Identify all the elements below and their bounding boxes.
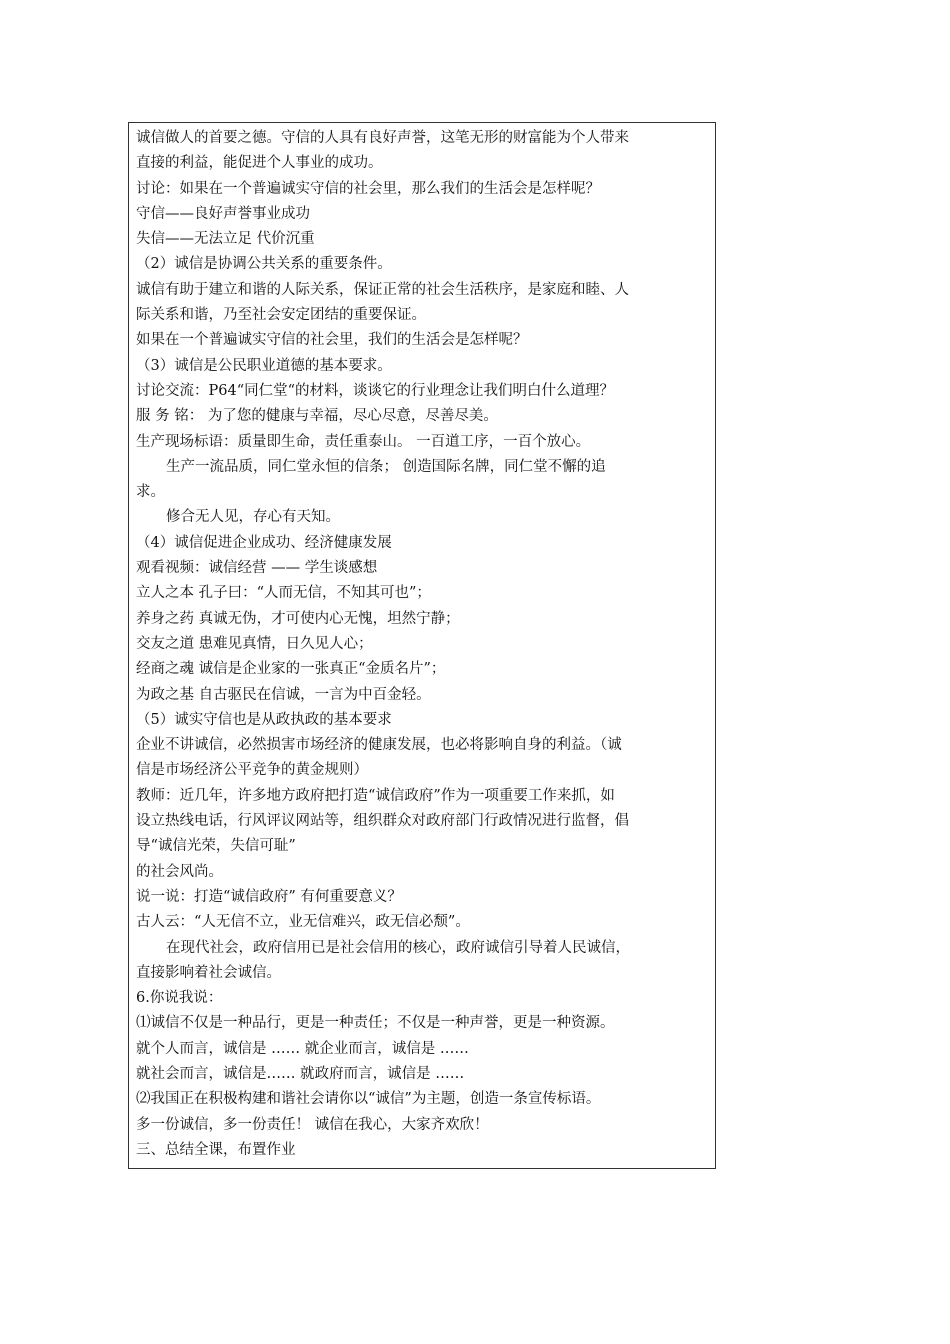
section-heading: （2）诚信是协调公共关系的重要条件。 [136,256,392,273]
text-line: 诚信有助于建立和谐的人际关系，保证正常的社会生活秩序，是家庭和睦、人 [136,281,629,298]
text-line: 讨论交流：P64“同仁堂“的材料，谈谈它的行业理念让我们明白什么道理？ [136,382,615,399]
text-line: 企业不讲诚信，必然损害市场经济的健康发展，也必将影响自身的利益。（诚 [136,737,622,754]
section-heading: 三、总结全课，布置作业 [136,1141,296,1158]
text-line: 直接影响着社会诚信。 [136,964,281,981]
text-line: 古人云：“人无信不立，业无信难兴，政无信必颓”。 [136,914,470,931]
text-line: 设立热线电话，行风评议网站等，组织群众对政府部门行政情况进行监督，倡 [136,813,629,830]
text-line: 际关系和谐，乃至社会安定团结的重要保证。 [136,307,426,324]
text-line: 求。 [136,484,165,501]
text-line: 导“诚信光荣，失信可耻” [136,838,296,855]
text-line: 信是市场经济公平竞争的黄金规则） [136,762,368,779]
section-heading: 6.你说我说： [136,990,223,1007]
text-line: 养身之药 真诚无伪，才可使内心无愧，坦然宁静； [136,610,460,627]
text-line: 说一说：打造“诚信政府” 有何重要意义？ [136,888,402,905]
text-line: 的社会风尚。 [136,863,223,880]
text-line: 就个人而言，诚信是 …… 就企业而言，诚信是 …… [136,1040,469,1057]
text-line: 教师：近几年，许多地方政府把打造“诚信政府”作为一项重要工作来抓，如 [136,787,615,804]
text-line: 观看视频：诚信经营 —— 学生谈感想 [136,560,378,577]
document-body [136,126,714,1163]
text-line: 直接的利益，能促进个人事业的成功。 [136,155,383,172]
text-line: 经商之魂 诚信是企业家的一张真正“金质名片”； [136,661,446,678]
text-line: 讨论：如果在一个普遍诚实守信的社会里，那么我们的生活会是怎样呢？ [136,180,600,197]
text-line: 失信——无法立足 代价沉重 [136,231,315,248]
text-line: 交友之道 患难见真情，日久见人心； [136,635,373,652]
text-line: 诚信做人的首要之德。守信的人具有良好声誉，这笔无形的财富能为个人带来 [136,130,629,146]
text-line: 多一份诚信，多一份责任！ 诚信在我心，大家齐欢欣！ [136,1116,489,1133]
text-line: 就社会而言，诚信是…… 就政府而言，诚信是 …… [136,1065,465,1082]
text-line: 守信——良好声誉事业成功 [136,205,310,222]
section-heading: （3）诚信是公民职业道德的基本要求。 [136,357,392,374]
text-line: 服 务 铭： 为了您的健康与幸福，尽心尽意，尽善尽美。 [136,408,498,425]
text-line: 立人之本 孔子曰：“人而无信，不知其可也”； [136,585,431,602]
text-line: 在现代社会，政府信用已是社会信用的核心，政府诚信引导着人民诚信， [166,939,630,956]
text-line: ⑵我国正在积极构建和谐社会请你以“诚信”为主题，创造一条宣传标语。 [136,1091,601,1108]
text-line: 生产现场标语：质量即生命，责任重泰山。 一百道工序，一百个放心。 [136,433,591,450]
section-heading: （5）诚实守信也是从政执政的基本要求 [136,711,392,728]
text-line: ⑴诚信不仅是一种品行，更是一种责任；不仅是一种声誉，更是一种资源。 [136,1015,615,1032]
section-heading: （4）诚信促进企业成功、经济健康发展 [136,534,392,551]
text-line: 生产一流品质，同仁堂永恒的信条； 创造国际名牌，同仁堂不懈的追 [166,458,606,475]
text-line: 修合无人见，存心有天知。 [166,509,340,526]
text-line: 为政之基 自古驱民在信诚，一言为中百金轻。 [136,686,431,703]
text-line: 如果在一个普遍诚实守信的社会里，我们的生活会是怎样呢？ [136,332,528,349]
